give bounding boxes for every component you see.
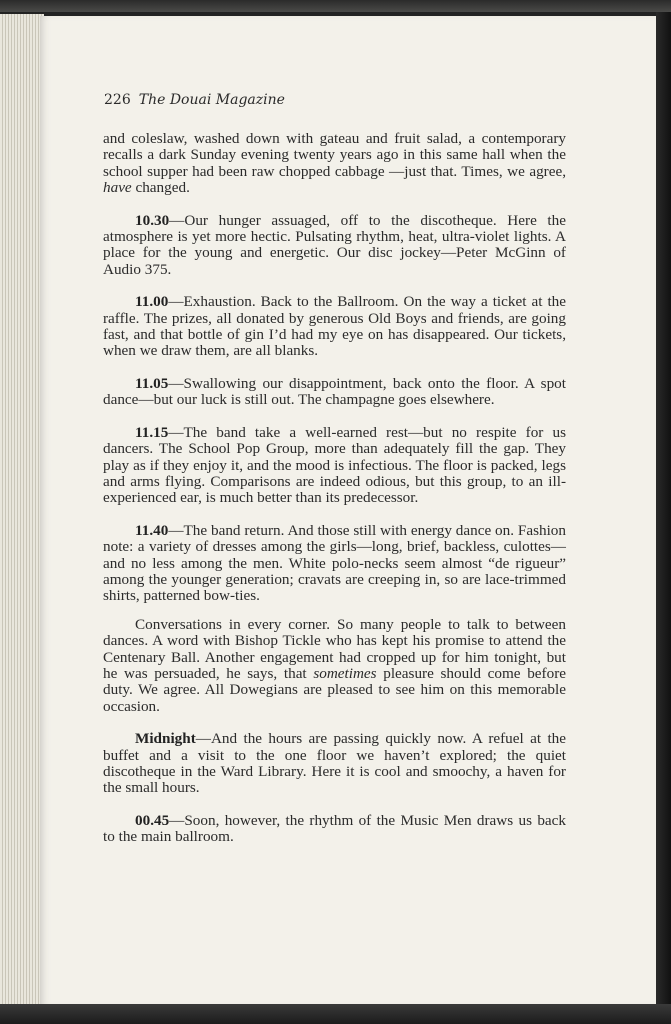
- paragraph: and coleslaw, washed down with gateau and fruit salad, a contemporary recalls a dark Sunday evening twenty years ago in this same hall when the school supper had been raw chopped cabbage —just that. Times, we agree, have changed.: [103, 130, 566, 197]
- time-heading: 00.45: [135, 811, 170, 829]
- time-heading: 11.15: [135, 423, 169, 441]
- page-stack-edge: [0, 14, 44, 1006]
- paragraph: 11.40—The band return. And those still with energy dance on. Fashion note: a variety of dresses among the girls—long, brief, backless, culottes—and no less among the men. White polo-necks seem almost “de rigueur” among the younger generation; cravats are creeping in, so are lace-trimmed shirts, patterned bow-ties.: [103, 521, 566, 605]
- time-heading: 11.05: [135, 374, 169, 392]
- paragraph: 00.45—Soon, however, the rhythm of the Music Men draws us back to the main ballroom.: [103, 811, 566, 846]
- paragraph: 11.15—The band take a well-earned rest—but no respite for us dancers. The School Pop Group, more than adequately fill the gap. They play as if they enjoy it, and the mood is infectious. The floor is packed, legs and arms flying. Comparisons are indeed odious, but this group, to an ill-experienced ear, is much better than its predecessor.: [103, 423, 566, 507]
- scan-bottom-edge: [0, 1004, 671, 1024]
- emphasis: have: [103, 179, 132, 197]
- paragraph: Conversations in every corner. So many people to talk to between dances. A word with Bishop Tickle who has kept his promise to attend the Centenary Ball. Another engagement had cropped up for him tonight, but he was persuaded, he says, that sometimes pleasure should come before duty. We agree. All Dowegians are pleased to see him on this memorable occasion.: [103, 615, 566, 715]
- time-heading: Midnight: [135, 730, 196, 748]
- time-heading: 10.30: [135, 211, 170, 229]
- scan-right-edge: [656, 12, 671, 1006]
- time-heading: 11.40: [135, 521, 169, 539]
- time-heading: 11.00: [135, 293, 169, 311]
- running-header: [104, 92, 285, 108]
- page-number: 226: [104, 92, 131, 108]
- paragraph: 11.00—Exhaustion. Back to the Ballroom. On the way a ticket at the raffle. The prizes, all donated by generous Old Boys and friends, are going fast, and that bottle of gin I’d had my eye on has disappeared. Our tickets, when we draw them, are all blanks.: [103, 293, 566, 360]
- article-body: [103, 131, 566, 862]
- magazine-title: The Douai Magazine: [138, 92, 285, 108]
- emphasis: sometimes: [313, 664, 377, 682]
- paragraph: Midnight—And the hours are passing quickly now. A refuel at the buffet and a visit to the one floor we haven’t explored; the quiet discotheque in the Ward Library. Here it is cool and smoochy, a haven for the small hours.: [103, 730, 566, 797]
- paragraph: 10.30—Our hunger assuaged, off to the discotheque. Here the atmosphere is yet more hectic. Pulsating rhythm, heat, ultra-violet lights. A place for the young and energetic. Our disc jockey—Peter McGinn of Audio 375.: [103, 211, 566, 278]
- scan-top-edge: [0, 0, 671, 12]
- paragraph: 11.05—Swallowing our disappointment, back onto the floor. A spot dance—but our luck is still out. The champagne goes elsewhere.: [103, 374, 566, 409]
